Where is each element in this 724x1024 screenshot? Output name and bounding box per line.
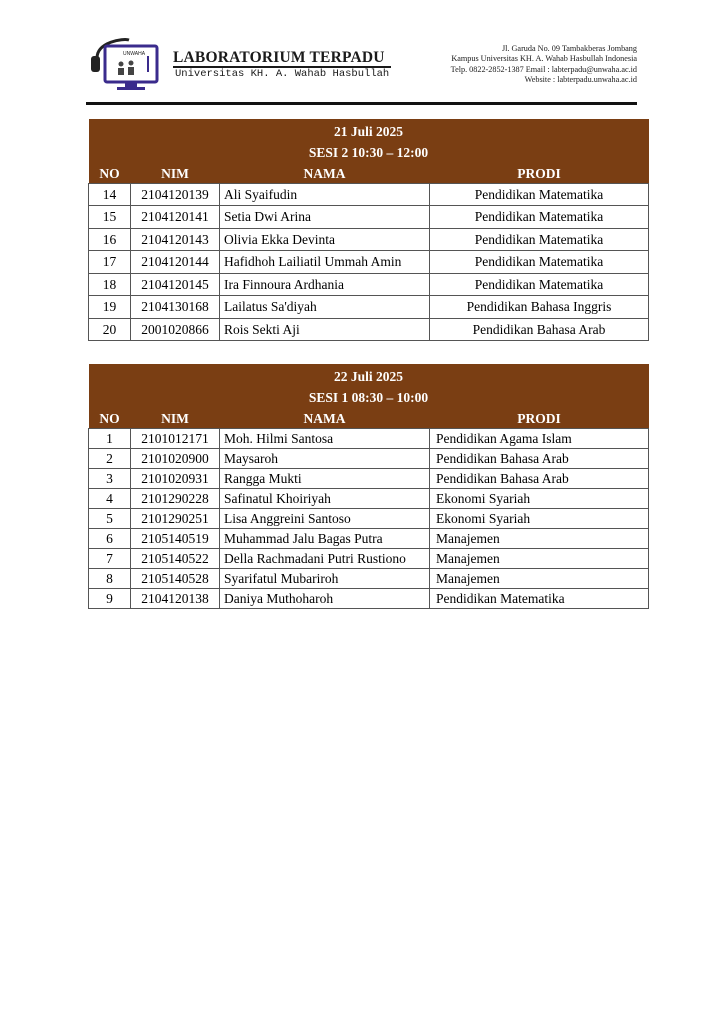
cell-nim: 2101020900 <box>131 448 220 468</box>
cell-nim: 2105140519 <box>131 528 220 548</box>
cell-nim: 2101012171 <box>131 428 220 448</box>
table-row <box>89 568 649 588</box>
cell-prodi: Pendidikan Matematika <box>430 206 649 229</box>
session-time-row <box>89 142 649 164</box>
cell-no: 15 <box>89 206 131 229</box>
cell-nim: 2105140528 <box>131 568 220 588</box>
cell-nama: Setia Dwi Arina <box>220 206 430 229</box>
cell-nama: Lisa Anggreini Santoso <box>220 508 430 528</box>
cell-nama: Syarifatul Mubariroh <box>220 568 430 588</box>
cell-prodi: Manajemen <box>430 548 649 568</box>
schedule-table-2 <box>88 364 649 609</box>
cell-prodi: Pendidikan Matematika <box>430 183 649 206</box>
table-row <box>89 548 649 568</box>
logo-text: UNWAHA <box>123 51 146 57</box>
cell-nim: 2104120143 <box>131 228 220 251</box>
col-nim: NIM <box>131 164 220 184</box>
session-time: SESI 1 08:30 – 10:00 <box>89 387 649 409</box>
cell-no: 14 <box>89 183 131 206</box>
table-row <box>89 251 649 274</box>
cell-prodi: Pendidikan Matematika <box>430 228 649 251</box>
cell-nim: 2104130168 <box>131 296 220 319</box>
col-no: NO <box>89 164 131 184</box>
table-row <box>89 588 649 608</box>
cell-nama: Lailatus Sa'diyah <box>220 296 430 319</box>
cell-prodi: Manajemen <box>430 528 649 548</box>
session-date-row <box>89 119 649 142</box>
cell-nim: 2105140522 <box>131 548 220 568</box>
contact-phone-email: Telp. 0822-2852-1387 Email : labterpadu@unwaha.ac.id <box>450 64 637 74</box>
cell-prodi: Pendidikan Bahasa Arab <box>430 468 649 488</box>
contact-block <box>451 44 637 86</box>
cell-nim: 2104120141 <box>131 206 220 229</box>
cell-nim: 2101290251 <box>131 508 220 528</box>
table-row <box>89 183 649 206</box>
session-date: 22 Juli 2025 <box>89 364 649 387</box>
col-nama: NAMA <box>220 409 430 429</box>
cell-prodi: Pendidikan Bahasa Arab <box>430 318 649 341</box>
table-row <box>89 228 649 251</box>
cell-no: 3 <box>89 468 131 488</box>
cell-nama: Muhammad Jalu Bagas Putra <box>220 528 430 548</box>
cell-nim: 2104120144 <box>131 251 220 274</box>
cell-nama: Safinatul Khoiriyah <box>220 488 430 508</box>
cell-prodi: Pendidikan Bahasa Inggris <box>430 296 649 319</box>
cell-no: 9 <box>89 588 131 608</box>
cell-no: 16 <box>89 228 131 251</box>
table-row <box>89 296 649 319</box>
session-date-row <box>89 364 649 387</box>
cell-nama: Hafidhoh Lailiatil Ummah Amin <box>220 251 430 274</box>
cell-no: 5 <box>89 508 131 528</box>
letterhead <box>85 36 637 92</box>
cell-nim: 2001020866 <box>131 318 220 341</box>
cell-nim: 2101020931 <box>131 468 220 488</box>
column-header-row <box>89 164 649 184</box>
cell-no: 1 <box>89 428 131 448</box>
cell-nim: 2101290228 <box>131 488 220 508</box>
cell-no: 4 <box>89 488 131 508</box>
cell-no: 20 <box>89 318 131 341</box>
table-row <box>89 448 649 468</box>
cell-no: 17 <box>89 251 131 274</box>
cell-prodi: Manajemen <box>430 568 649 588</box>
contact-address: Jl. Garuda No. 09 Tambakberas Jombang <box>501 44 637 53</box>
cell-prodi: Pendidikan Bahasa Arab <box>430 448 649 468</box>
col-nim: NIM <box>131 409 220 429</box>
cell-nama: Maysaroh <box>220 448 430 468</box>
contact-website: Website : labterpadu.unwaha.ac.id <box>524 75 637 85</box>
cell-prodi: Pendidikan Agama Islam <box>430 428 649 448</box>
table-row <box>89 508 649 528</box>
session-date: 21 Juli 2025 <box>89 119 649 142</box>
cell-nama: Rois Sekti Aji <box>220 318 430 341</box>
cell-nim: 2104120145 <box>131 273 220 296</box>
table-row <box>89 528 649 548</box>
cell-prodi: Ekonomi Syariah <box>430 508 649 528</box>
col-nama: NAMA <box>220 164 430 184</box>
cell-nim: 2104120139 <box>131 183 220 206</box>
column-header-row <box>89 409 649 429</box>
table-row <box>89 273 649 296</box>
table-row <box>89 488 649 508</box>
lab-title: LABORATORIUM TERPADU <box>173 49 385 66</box>
cell-nama: Olivia Ekka Devinta <box>220 228 430 251</box>
cell-nim: 2104120138 <box>131 588 220 608</box>
cell-prodi: Pendidikan Matematika <box>430 251 649 274</box>
cell-nama: Della Rachmadani Putri Rustiono <box>220 548 430 568</box>
cell-prodi: Pendidikan Matematika <box>430 588 649 608</box>
cell-no: 2 <box>89 448 131 468</box>
cell-nama: Rangga Mukti <box>220 468 430 488</box>
header-divider <box>86 102 637 105</box>
table-row <box>89 468 649 488</box>
lab-subtitle: Universitas KH. A. Wahab Hasbullah <box>175 68 390 80</box>
cell-prodi: Pendidikan Matematika <box>430 273 649 296</box>
cell-no: 8 <box>89 568 131 588</box>
lab-logo-icon <box>85 36 163 92</box>
col-prodi: PRODI <box>430 164 649 184</box>
col-no: NO <box>89 409 131 429</box>
col-prodi: PRODI <box>430 409 649 429</box>
session-time: SESI 2 10:30 – 12:00 <box>89 142 649 164</box>
contact-campus: Kampus Universitas KH. A. Wahab Hasbullah Indonesia <box>451 54 637 64</box>
cell-no: 7 <box>89 548 131 568</box>
table-row <box>89 428 649 448</box>
schedule-table-1 <box>88 119 649 341</box>
cell-nama: Ali Syaifudin <box>220 183 430 206</box>
cell-no: 19 <box>89 296 131 319</box>
table-row <box>89 318 649 341</box>
cell-nama: Moh. Hilmi Santosa <box>220 428 430 448</box>
cell-no: 6 <box>89 528 131 548</box>
cell-prodi: Ekonomi Syariah <box>430 488 649 508</box>
cell-nama: Daniya Muthoharoh <box>220 588 430 608</box>
table-row <box>89 206 649 229</box>
cell-no: 18 <box>89 273 131 296</box>
session-time-row <box>89 387 649 409</box>
cell-nama: Ira Finnoura Ardhania <box>220 273 430 296</box>
